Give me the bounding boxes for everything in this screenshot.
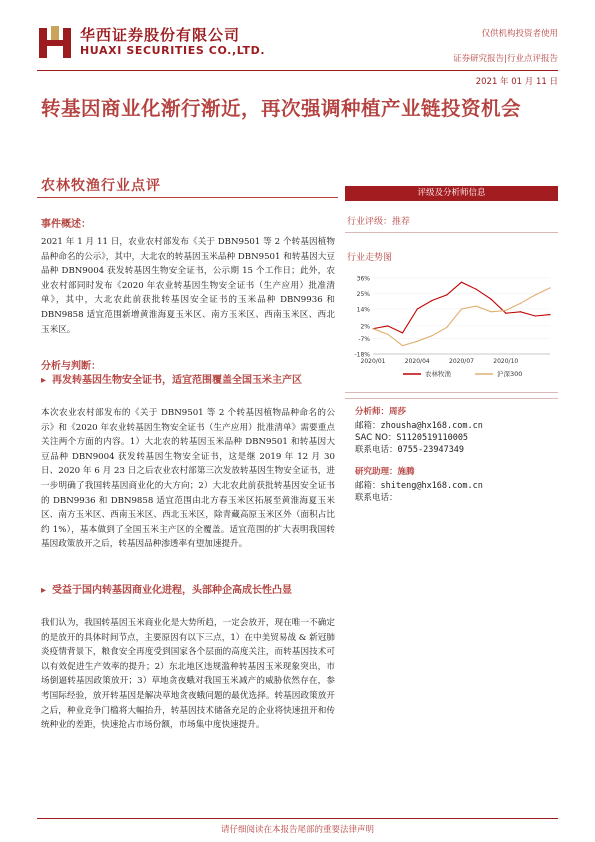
series-line-1: [373, 288, 550, 346]
x-tick-label: 2020/01: [360, 358, 386, 365]
y-tick-label: 25%: [356, 290, 370, 298]
analysis-paragraph-2: 我们认为，我国转基因玉米商业化是大势所趋，一定会放开，现在唯一不确定的是放开的具体时间节点，主要原因有以下三点，1）在中美贸易战 & 新冠肺炎疫情背景下，粮食安全再度受到国家各个层面的高度关注，而转基因技术可以有效促进生产效率的提升；2）东北地区违规滥种转基因玉米现象突出，市场倒逼转基因政策放开；3）草地贪夜蛾对我国玉米减产的威胁依然存在，参考国际经验，放开转基因是解决草地贪夜蛾问题的最优选择。转基因政策放开之后，种业竞争门槛将大幅抬升，转基因技术储备充足的企业将快速扭开和传统种业的差距，快速抢占市场份额，市场集中度快速提升。: [41, 618, 335, 731]
industry-trend-chart: [345, 272, 558, 384]
x-tick-label: 2020/10: [493, 358, 519, 365]
event-paragraph: 2021 年 1 月 11 日，农业农村部发布《关于 DBN9501 等 2 个转基因植物品种命名的公示》，其中，大北农的转基因玉米品种 DBN9501 和转基因大豆品种 DBN9004 获发转基因生物安全证书，公示期 15 个工作日；此外，农业农村部同时发布《2020 年农业转基因生物安全证书（生产应用）批准清单》，其中，大北农此前获批转基因安全证书的玉米品种 DBN9936 和 DBN9858 适宜范围新增黄淮海夏玉米区、南方玉米区、西南玉米区、西北玉米区。: [41, 237, 335, 335]
analyst-1-email: [355, 419, 483, 431]
analyst-1-phone: [355, 443, 464, 455]
assistant-email: [355, 479, 483, 491]
report-title: 转基因商业化渐行渐近，再次强调种植产业链投资机会: [41, 97, 522, 120]
sidebar-divider-2: [345, 398, 558, 399]
email-label: 邮箱：: [355, 481, 381, 491]
y-tick-label: 2%: [360, 323, 370, 331]
y-tick-label: -18%: [354, 351, 370, 359]
legend-label: 沪深300: [497, 370, 523, 378]
data-point: [431, 300, 432, 301]
series-line-0: [373, 282, 550, 333]
data-point: [520, 303, 521, 304]
y-tick-label: 36%: [356, 275, 370, 283]
subheading-2-text: 受益于国内转基因商业化进程，头部种企高成长性凸显: [52, 585, 293, 596]
data-point: [505, 313, 506, 314]
sector-title: 农林牧渔行业点评: [41, 178, 161, 194]
trend-chart-label: 行业走势图: [347, 253, 393, 263]
assistant-name-value: 施腾: [397, 467, 415, 477]
email-label: 邮箱：: [355, 421, 381, 431]
sac-label: SAC NO：: [355, 433, 397, 443]
data-point: [446, 327, 447, 328]
analysis-subheading-2: [41, 582, 335, 599]
data-point: [505, 310, 506, 311]
event-heading: 事件概述：: [41, 219, 91, 230]
phone-label: 联系电话：: [355, 493, 398, 503]
data-point: [461, 308, 462, 309]
sector-divider: [37, 197, 338, 198]
analyst-1-name: [355, 405, 406, 417]
y-tick-label: 14%: [356, 306, 370, 314]
legal-footer: 请仔细阅读在本报告尾部的重要法律声明: [220, 825, 374, 835]
report-date: 2021 年 01 月 11 日: [475, 77, 558, 87]
legend-label: 农林牧渔: [425, 370, 451, 378]
data-point: [476, 306, 477, 307]
y-tick-label: -7%: [358, 336, 370, 344]
analyst-label: 分析师：: [355, 407, 390, 417]
rating-label: 行业评级：: [347, 217, 393, 227]
analyst-name: 周莎: [389, 407, 407, 417]
phone-label: 联系电话：: [355, 445, 398, 455]
email-link[interactable]: zhousha@hx168.com.cn: [380, 421, 483, 431]
data-point: [387, 325, 388, 326]
data-point: [417, 341, 418, 342]
rating-value: 推荐: [392, 217, 411, 227]
data-point: [372, 328, 373, 329]
data-point: [402, 345, 403, 346]
sidebar-divider-1: [345, 392, 558, 393]
rating-divider: [345, 232, 558, 233]
assistant-label: 研究助理：: [355, 467, 398, 477]
company-name-en: HUAXI SECURITIES CO.,LTD.: [80, 44, 266, 57]
data-point: [520, 311, 521, 312]
data-point: [490, 299, 491, 300]
data-point: [490, 311, 491, 312]
analyst-1-sac: [355, 431, 468, 443]
industry-rating: [347, 214, 410, 227]
company-name-cn: 华西证券股份有限公司: [80, 26, 241, 44]
data-point: [387, 334, 388, 335]
sidebar-header: 评级及分析师信息: [345, 186, 558, 201]
footer-divider: [37, 818, 558, 819]
company-logo: [37, 24, 73, 60]
data-point: [402, 332, 403, 333]
data-point: [446, 294, 447, 295]
phone-number: 0755-23947349: [397, 445, 465, 455]
x-tick-label: 2020/07: [449, 358, 474, 365]
data-point: [461, 282, 462, 283]
x-tick-label: 2020/04: [404, 358, 430, 365]
data-point: [476, 289, 477, 290]
data-point: [549, 314, 550, 315]
triangle-bullet-icon: ▸: [41, 585, 47, 596]
data-point: [431, 335, 432, 336]
data-point: [535, 315, 536, 316]
subheading-1-text: 再发转基因生物安全证书，适宜范围覆盖全国玉米主产区: [52, 375, 303, 386]
analysis-paragraph-1: 本次农业农村部发布的《关于 DBN9501 等 2 个转基因植物品种命名的公示》和《2020 年农业转基因生物安全证书（生产应用）批准清单》需要重点关注两个方面的内容。1）大北农的转基因玉米品种 DBN9501 和转基因大豆品种 DBN9004 获发转基因生物安全证书，这是继 2019 年 12 月 30 日、2020 年 6 月 23 日之后农业农村部第三次发放转基因生物安全证书，进一步明确了我国转基因商业化的大方向；2）大北农此前获批转基因安全证书的 DBN9936 和 DBN9858 适宜范围由北方春玉米区拓展至黄淮海夏玉米区、南方玉米区、西南玉米区、西北玉米区，除青藏高原玉米区外（面积占比约 1%），基本做到了全国玉米主产区的全覆盖。适宜范围的扩大表明我国转基因政策放开之后，转基因品种渗透率有望加速提升。: [41, 408, 335, 550]
analysis-heading: 分析与判断：: [41, 361, 101, 372]
email-link[interactable]: shiteng@hx168.com.cn: [380, 481, 483, 491]
audience-note: 仅供机构投资者使用: [481, 29, 558, 39]
report-category: 证券研究报告|行业点评报告: [453, 54, 558, 64]
triangle-bullet-icon: ▸: [41, 375, 47, 386]
sac-number: S1120519110005: [396, 433, 469, 443]
analysis-subheading-1: [41, 372, 335, 389]
data-point: [549, 287, 550, 288]
assistant-phone: [355, 491, 398, 503]
data-point: [535, 294, 536, 295]
assistant-name: [355, 465, 415, 477]
header-divider: [37, 70, 558, 71]
data-point: [417, 308, 418, 309]
